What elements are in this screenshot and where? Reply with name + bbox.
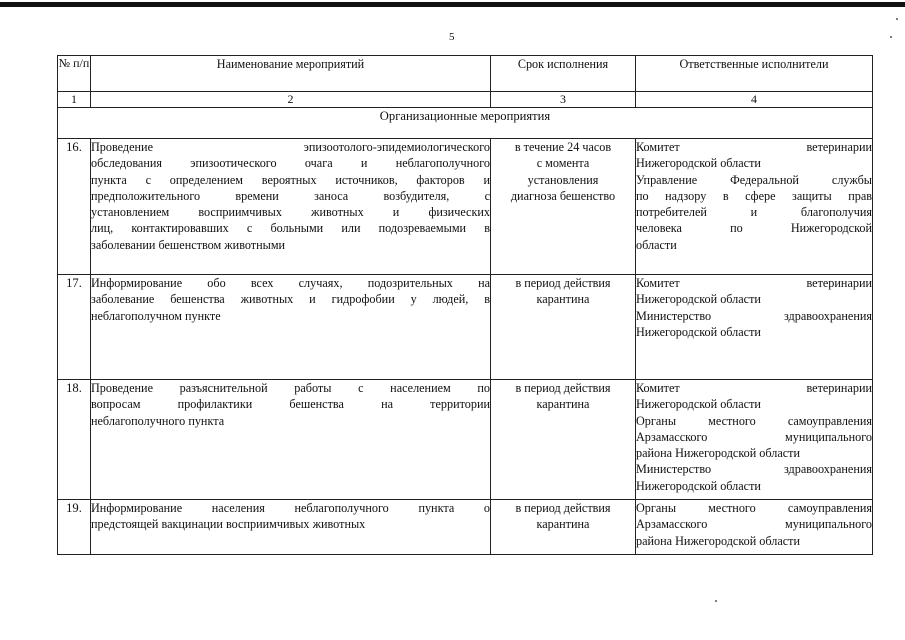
execution-term-line: в период действия <box>515 501 611 515</box>
activity-name-line: вопросам профилактики бешенства на территории <box>91 397 490 412</box>
activity-name-line: обследования эпизоотического очага и неблагополучного <box>91 156 490 171</box>
activity-name <box>91 275 491 380</box>
column-index: 2 <box>91 92 491 108</box>
execution-term-line: в течение 24 часов <box>514 140 612 154</box>
execution-term <box>491 275 636 380</box>
responsible-executors-line: района Нижегородской области <box>636 533 801 548</box>
execution-term-line: с момента <box>536 156 590 171</box>
execution-term <box>491 139 636 275</box>
activity-name-line: заболевание бешенства животных и гидрофобии у людей, в <box>91 292 490 307</box>
activity-name <box>91 139 491 275</box>
execution-term <box>491 380 636 500</box>
activity-name-line: пункта с определением вероятных источников, факторов и <box>91 172 490 187</box>
activity-name-line: неблагополучном пункте <box>91 308 221 323</box>
activity-name-line: Проведение эпизоотолого-эпидемиологического <box>91 140 490 154</box>
activity-name-line: предстоящей вакцинации восприимчивых животных <box>91 517 366 532</box>
column-index: 3 <box>491 92 636 108</box>
table-row <box>58 275 873 380</box>
row-number: 18. <box>58 380 91 500</box>
responsible-executors <box>636 500 873 555</box>
responsible-executors-line: Нижегородской области <box>636 292 761 307</box>
responsible-executors-line: Арзамасского муниципального <box>636 517 872 532</box>
execution-term <box>491 500 636 555</box>
responsible-executors-line: по надзору в сфере защиты прав <box>636 188 872 203</box>
section-row <box>58 108 873 139</box>
header-name: Наименование мероприятий <box>91 56 491 92</box>
scan-top-edge <box>0 2 905 7</box>
execution-term-line: карантина <box>536 517 590 532</box>
activity-name-line: установлением восприимчивых животных и физических <box>91 205 490 220</box>
column-index: 1 <box>58 92 91 108</box>
responsible-executors <box>636 275 873 380</box>
activity-name-line: неблагополучного пункта <box>91 413 225 428</box>
responsible-executors-line: Органы местного самоуправления <box>636 413 872 428</box>
activity-name-line: лиц, контактировавших с больными или подозреваемыми в <box>91 221 490 236</box>
activity-name <box>91 380 491 500</box>
responsible-executors-line: Комитет ветеринарии <box>636 276 872 290</box>
execution-term-line: в период действия <box>515 381 611 395</box>
responsible-executors-line: Нижегородской области <box>636 156 761 171</box>
responsible-executors-line: Министерство здравоохранения <box>636 308 872 323</box>
row-number: 19. <box>58 500 91 555</box>
row-number: 16. <box>58 139 91 275</box>
responsible-executors-line: района Нижегородской области <box>636 446 801 461</box>
header-responsible: Ответственные исполнители <box>636 56 873 92</box>
execution-term-line: карантина <box>536 292 590 307</box>
scan-speck <box>715 600 717 602</box>
responsible-executors-line: Арзамасского муниципального <box>636 429 872 444</box>
table-header-row <box>58 56 873 92</box>
responsible-executors <box>636 139 873 275</box>
table-row <box>58 139 873 275</box>
section-title: Организационные мероприятия <box>58 108 873 139</box>
responsible-executors-line: потребителей и благополучия <box>636 205 872 220</box>
header-term: Срок исполнения <box>491 56 636 92</box>
activity-name-line: Информирование населения неблагополучного пункта о <box>91 501 490 515</box>
page-number: 5 <box>449 31 455 43</box>
responsible-executors-line: Министерство здравоохранения <box>636 462 872 477</box>
responsible-executors-line: Нижегородской области <box>636 397 761 412</box>
responsible-executors-line: Комитет ветеринарии <box>636 381 872 395</box>
activity-name-line: Проведение разъяснительной работы с населением по <box>91 381 490 395</box>
activity-name-line: предположительного времени заноса возбудителя, с <box>91 188 490 203</box>
measures-table <box>57 55 873 555</box>
execution-term-line: в период действия <box>515 276 611 290</box>
activity-name <box>91 500 491 555</box>
responsible-executors-line: Нижегородской области <box>636 478 761 493</box>
responsible-executors-line: Комитет ветеринарии <box>636 140 872 154</box>
activity-name-line: заболевании бешенством животными <box>91 237 286 252</box>
scan-speck <box>890 36 892 38</box>
table-row <box>58 380 873 500</box>
responsible-executors-line: Органы местного самоуправления <box>636 501 872 515</box>
activity-name-line: Информирование обо всех случаях, подозрительных на <box>91 276 490 290</box>
scan-speck <box>896 18 898 20</box>
header-number: № п/п <box>58 56 91 92</box>
table-row <box>58 500 873 555</box>
row-number: 17. <box>58 275 91 380</box>
execution-term-line: карантина <box>536 397 590 412</box>
responsible-executors-line: Управление Федеральной службы <box>636 172 872 187</box>
responsible-executors <box>636 380 873 500</box>
execution-term-line: диагноза бешенство <box>510 188 616 203</box>
responsible-executors-line: области <box>636 237 677 252</box>
responsible-executors-line: человека по Нижегородской <box>636 221 872 236</box>
column-index: 4 <box>636 92 873 108</box>
responsible-executors-line: Нижегородской области <box>636 324 761 339</box>
execution-term-line: установления <box>527 172 599 187</box>
column-index-row <box>58 92 873 108</box>
